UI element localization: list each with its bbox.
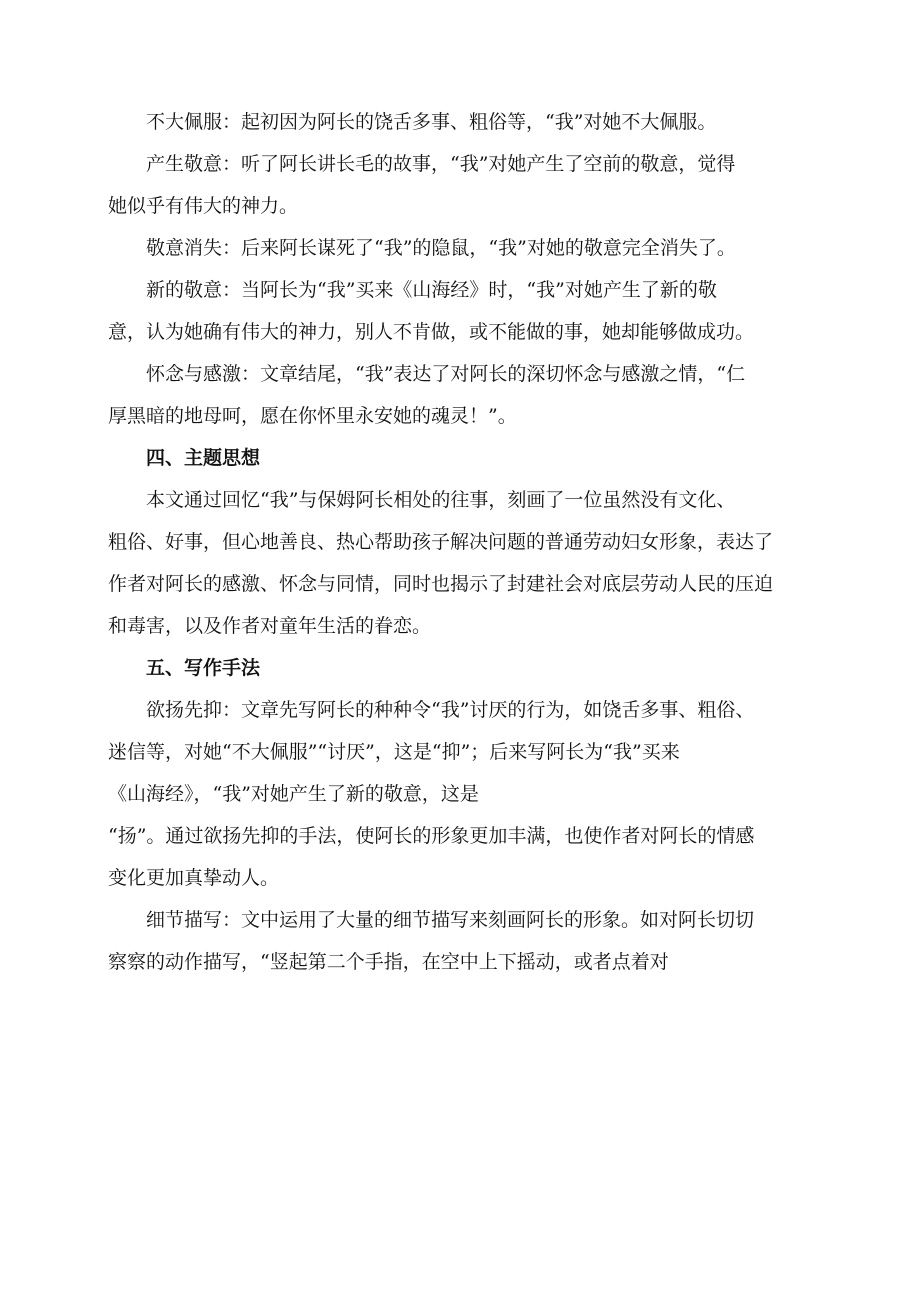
text-line: 新的敬意：当阿长为“我”买来《山海经》时，“我”对她产生了新的敬 [146,279,717,301]
text-line: 敬意消失：后来阿长谋死了“我”的隐鼠，“我”对她的敬意完全消失了。 [146,237,736,259]
paragraph-detail-description [108,899,808,983]
text-line: 《山海经》，“我”对她产生了新的敬意，这是 [108,783,479,805]
text-line: 意，认为她确有伟大的神力，别人不肯做，或不能做的事，她却能够做成功。 [108,321,755,343]
text-line: 作者对阿长的感激、怀念与同情，同时也揭示了封建社会对底层劳动人民的压迫 [108,573,774,595]
text-line: 本文通过回忆“我”与保姆阿长相处的往事，刻画了一位虽然没有文化、 [146,489,736,511]
paragraph-respect-vanishes [108,227,808,269]
text-line: “扬”。通过欲扬先抑的手法，使阿长的形象更加丰满，也使作者对阿长的情感 [108,825,755,847]
text-line: 粗俗、好事，但心地善良、热心帮助孩子解决问题的普通劳动妇女形象，表达了 [108,531,774,553]
text-line: 欲扬先抑：文章先写阿长的种种令“我”讨厌的行为，如饶舌多事、粗俗、 [146,699,755,721]
text-line: 变化更加真挚动人。 [108,867,280,889]
section-heading-techniques: 五、写作手法 [146,657,261,679]
text-line: 产生敬意：听了阿长讲长毛的故事，“我”对她产生了空前的敬意，觉得 [146,153,736,175]
paragraph-contrast-technique [108,689,808,899]
text-line: 怀念与感激：文章结尾，“我”表达了对阿长的深切怀念与感激之情，“仁 [146,363,746,385]
text-line: 细节描写：文中运用了大量的细节描写来刻画阿长的形象。如对阿长切切 [146,909,755,931]
paragraph-respect-arises [108,143,808,227]
text-line: 察察的动作描写，“竖起第二个手指，在空中上下摇动，或者点着对 [108,951,669,973]
paragraph-remembrance [108,353,808,437]
paragraph-not-admiring [108,101,808,143]
text-line: 厚黑暗的地母呵，愿在你怀里永安她的魂灵！”。 [108,405,517,427]
text-line: 她似乎有伟大的神力。 [108,195,299,217]
paragraph-new-respect [108,269,808,353]
paragraph-theme [108,479,808,647]
text-line: 迷信等，对她“不大佩服”“讨厌”，这是“抑”；后来写阿长为“我”买来 [108,741,680,763]
section-heading-theme: 四、主题思想 [146,447,261,469]
text-line: 和毒害，以及作者对童年生活的眷恋。 [108,615,432,637]
text-line: 不大佩服：起初因为阿长的饶舌多事、粗俗等，“我”对她不大佩服。 [146,111,717,133]
